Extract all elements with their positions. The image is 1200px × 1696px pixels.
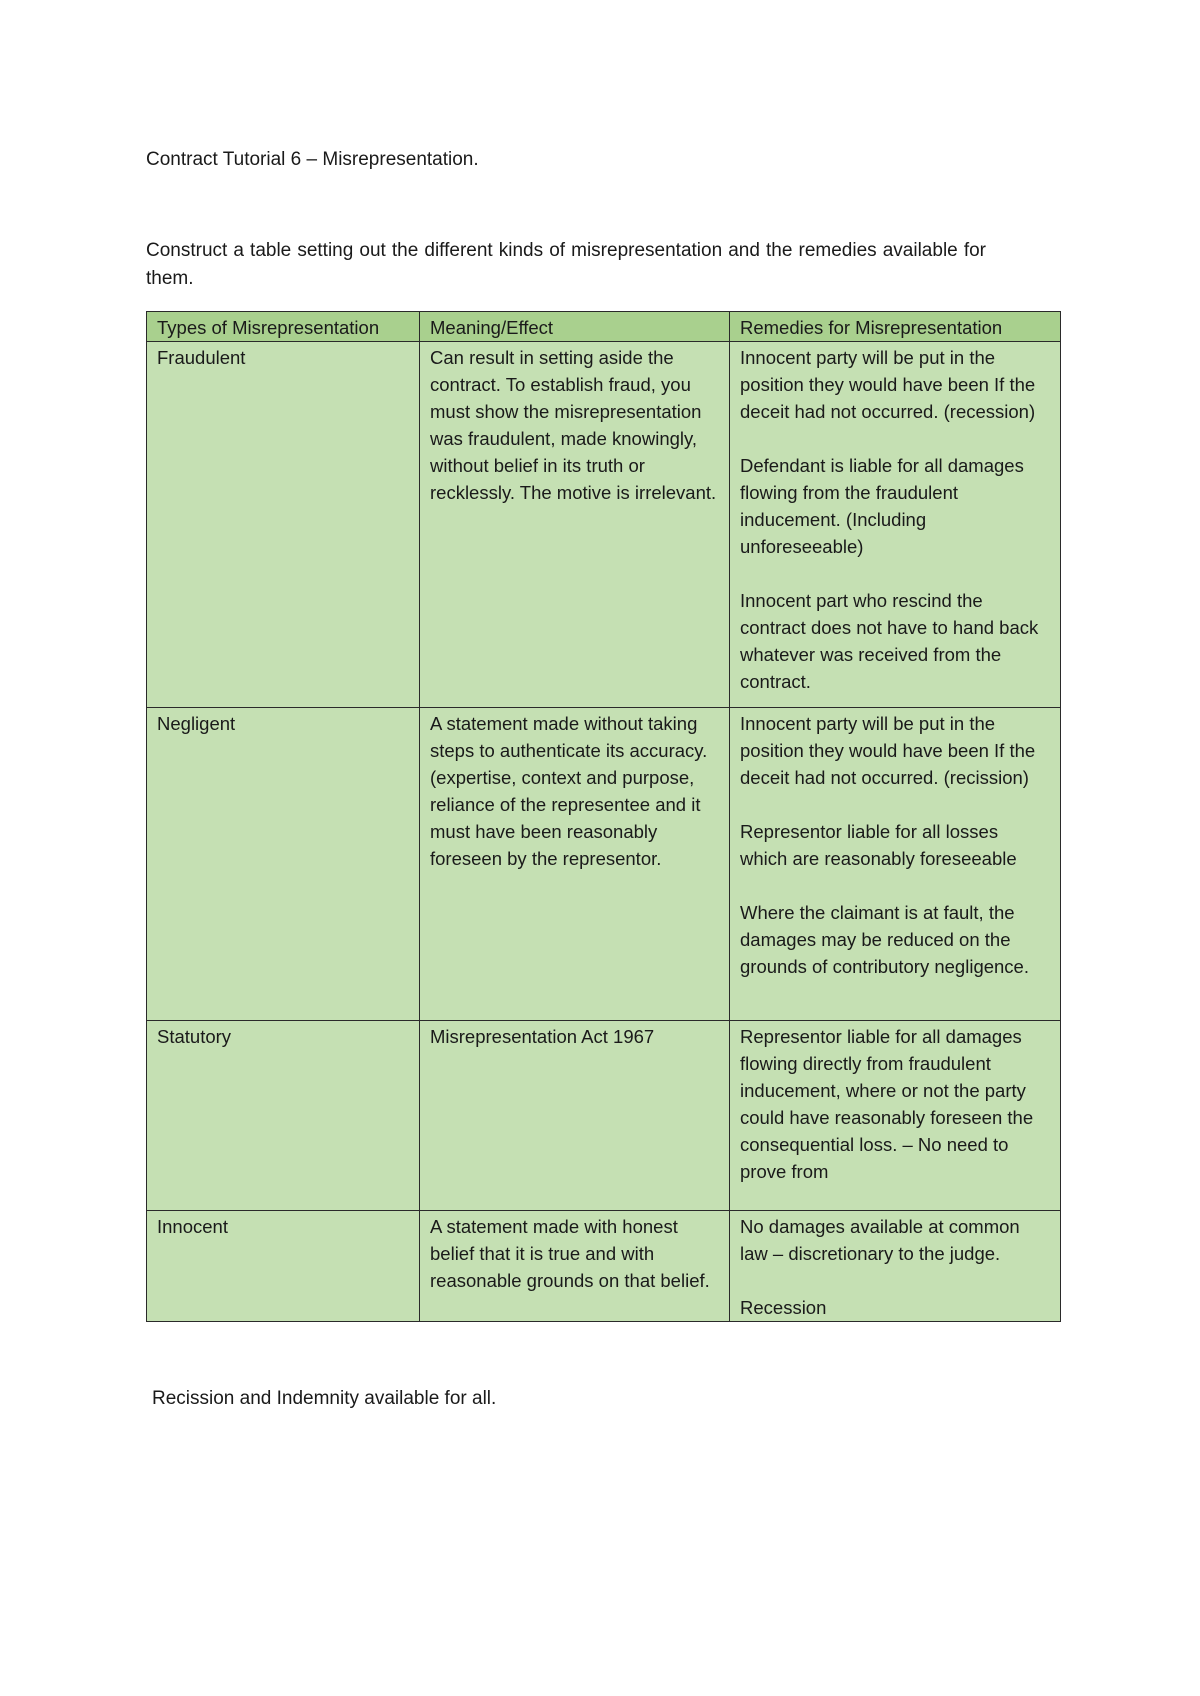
table-row-innocent	[147, 1211, 1061, 1322]
document-title: Contract Tutorial 6 – Misrepresentation.	[146, 149, 479, 170]
header-types: Types of Misrepresentation	[147, 312, 420, 342]
table-row-fraudulent	[147, 342, 1061, 708]
table-row-statutory	[147, 1021, 1061, 1211]
table-row-negligent	[147, 708, 1061, 1021]
table-header-row	[147, 312, 1061, 342]
cell-remedies: Innocent party will be put in the position they would have been If the deceit had not occurred. (recession) Defendant is liable for all damages flowing from the fraudulent inducement. (Including unforeseeable) Innocent part who rescind the contract does not have to hand back whatever was received from the contract.	[730, 342, 1061, 708]
instruction-paragraph: Construct a table setting out the different kinds of misrepresentation and the remedies available for them.	[146, 240, 986, 289]
cell-type: Fraudulent	[147, 342, 420, 708]
cell-meaning: Can result in setting aside the contract. To establish fraud, you must show the misrepresentation was fraudulent, made knowingly, without belief in its truth or recklessly. The motive is irrelevant.	[420, 342, 730, 708]
cell-type: Negligent	[147, 708, 420, 1021]
cell-remedies: Innocent party will be put in the position they would have been If the deceit had not occurred. (recission) Representor liable for all losses which are reasonably foreseeable Where the claimant is at fault, the damages may be reduced on the grounds of contributory negligence.	[730, 708, 1061, 1021]
cell-meaning: A statement made with honest belief that it is true and with reasonable grounds on that belief.	[420, 1211, 730, 1322]
header-remedies: Remedies for Misrepresentation	[730, 312, 1061, 342]
cell-remedies: No damages available at common law – discretionary to the judge. Recession	[730, 1211, 1061, 1322]
misrepresentation-table	[146, 311, 1061, 1322]
cell-meaning: Misrepresentation Act 1967	[420, 1021, 730, 1211]
cell-remedies: Representor liable for all damages flowing directly from fraudulent inducement, where or not the party could have reasonably foreseen the consequential loss. – No need to prove from	[730, 1021, 1061, 1211]
footer-note: Recission and Indemnity available for all.	[152, 1388, 497, 1409]
header-meaning: Meaning/Effect	[420, 312, 730, 342]
cell-type: Statutory	[147, 1021, 420, 1211]
cell-meaning: A statement made without taking steps to authenticate its accuracy. (expertise, context and purpose, reliance of the representee and it must have been reasonably foreseen by the representor.	[420, 708, 730, 1021]
cell-type: Innocent	[147, 1211, 420, 1322]
